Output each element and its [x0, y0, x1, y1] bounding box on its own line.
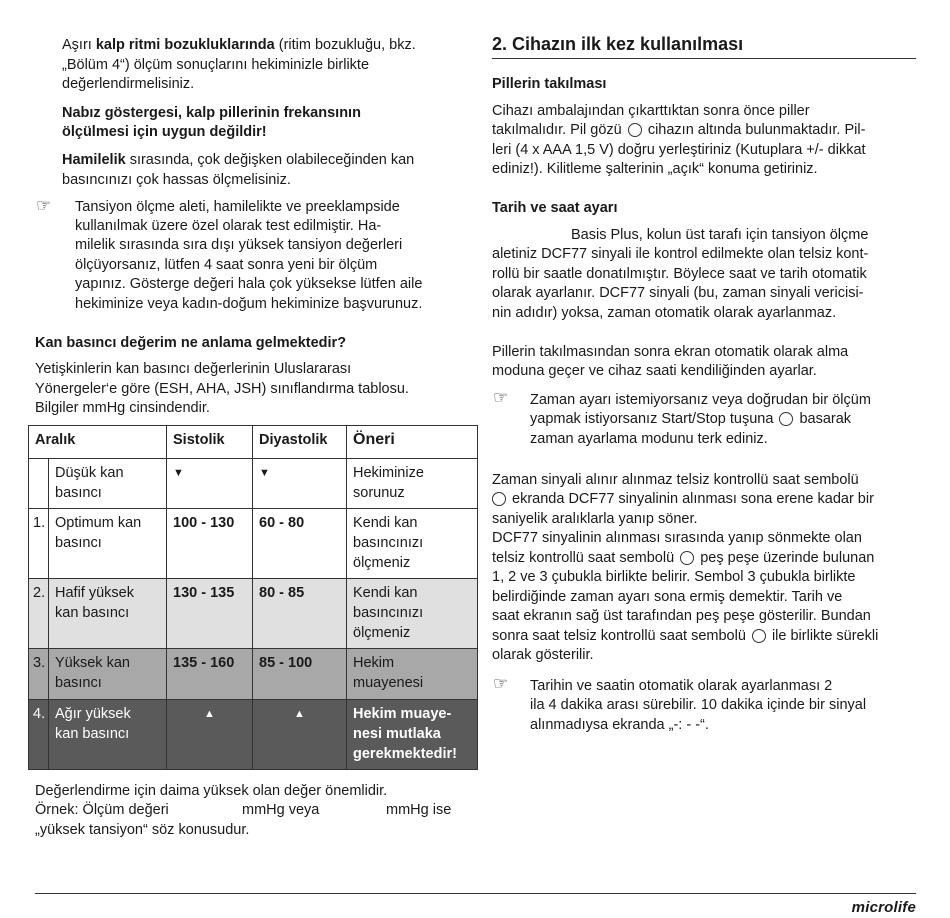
intro-line: Yetişkinlerin kan basıncı değerlerinin Uluslararası — [35, 361, 352, 377]
row-advice: Kendi kan basıncınızı ölçmeniz — [347, 579, 478, 649]
chapter-title: 2. Cihazın ilk kez kullanılması — [492, 34, 744, 54]
subheading-date-time: Tarih ve saat ayarı — [492, 200, 618, 216]
body-line: leri (4 x AAA 1,5 V) doğru yerleştiriniz (Kutuplara +/- dikkat — [492, 142, 866, 158]
row-number: 3. — [29, 649, 49, 700]
note-line: milelik sırasında sıra dışı yüksek tansiyon değerleri — [75, 237, 403, 253]
body-line: rollü bir saatle donatılmıştır. Böylece saat ve tarih otomatik — [492, 266, 867, 282]
after-line: mmHg veya — [242, 802, 320, 818]
after-line: Örnek: Ölçüm değeri — [35, 802, 169, 818]
body-line: ekranda DCF77 sinyalinin alınması sona erene kadar bir — [492, 489, 874, 509]
body-line: takılmalıdır. Pil gözü cihazın altında bulunmaktadır. Pil- — [492, 122, 866, 138]
after-line: mmHg ise — [386, 802, 452, 818]
note-line: zaman ayarlama modunu terk ediniz. — [530, 431, 768, 447]
pregnancy-line2: basıncınızı çok hassas ölçmelisiniz. — [62, 172, 291, 188]
header-advice: Öneri — [347, 426, 478, 459]
row-label: Hafif yüksek kan basıncı — [49, 579, 167, 649]
body-line: olarak ayarlanır. DCF77 sinyali (bu, zaman sinyali vericisi- — [492, 285, 864, 301]
body-line: Zaman sinyali alınır alınmaz telsiz kontrollü saat sembolü — [492, 472, 859, 488]
intro-line: Yönergeler‘e göre (ESH, AHA, JSH) sınıflandırma tablosu. — [35, 381, 409, 397]
body-line: sonra saat telsiz kontrollü saat sembolü ile birlikte sürekli — [492, 628, 879, 644]
table-header-row — [29, 426, 478, 459]
row-number: 2. — [29, 579, 49, 649]
note-line: ölçüyorsanız, lütfen 4 saat sonra yeni bir ölçüm — [75, 257, 378, 273]
body-line: DCF77 sinyalinin alınması sırasında yanıp sönmekte olan — [492, 530, 862, 546]
body-line: 1, 2 ve 3 çubukla birlikte belirir. Sembol 3 çubukla birlikte — [492, 569, 856, 585]
pointing-hand-icon: ☞ — [493, 674, 509, 693]
note-line: ila 4 dakika arası sürebilir. 10 dakika içinde bir sinyal — [530, 697, 867, 713]
paragraph-arrhythmia-line2: „Bölüm 4“) ölçüm sonuçlarını hekiminizle birlikte — [62, 57, 370, 73]
arrhythmia-bold: kalp ritmi bozukluklarında — [95, 37, 275, 53]
row-advice: Hekim muayenesi — [347, 649, 478, 700]
pointing-hand-icon: ☞ — [36, 196, 52, 215]
header-diastolic: Diyastolik — [253, 426, 347, 459]
header-systolic: Sistolik — [167, 426, 253, 459]
body-line: saniyelik aralıklarla yanıp söner. — [492, 511, 698, 527]
note-line: alınmadıysa ekranda „-: - -“. — [530, 717, 709, 733]
up-arrow-icon: ▲ — [253, 700, 347, 770]
row-systolic: 135 - 160 — [167, 649, 253, 700]
paragraph-arrhythmia: Aşırı kalp ritmi bozukluklarında (ritim bozukluğu, bkz. — [62, 37, 416, 53]
pacemaker-warning-line2: ölçülmesi için uygun değildir! — [62, 124, 267, 140]
table-row — [29, 649, 478, 700]
table-row — [29, 459, 478, 509]
table-row — [29, 700, 478, 770]
row-advice: Kendi kan basıncınızı ölçmeniz — [347, 509, 478, 579]
after-line: Değerlendirme için daima yüksek olan değer önemlidir. — [35, 783, 388, 799]
row-label: Optimum kan basıncı — [49, 509, 167, 579]
pregnancy-line1: Hamilelik sırasında, çok değişken olabileceğinden kan — [62, 152, 415, 168]
row-systolic: 100 - 130 — [167, 509, 253, 579]
circle-symbol-icon — [492, 492, 506, 506]
row-label: Ağır yüksek kan basıncı — [49, 700, 167, 770]
body-line: aletiniz DCF77 sinyali ile kontrol edilmekte olan telsiz kont- — [492, 246, 869, 262]
row-number: 1. — [29, 509, 49, 579]
subheading-batteries: Pillerin takılması — [492, 76, 607, 92]
row-number — [29, 459, 49, 509]
body-line: moduna geçer ve cihaz saati kendiliğinden ayarlar. — [492, 363, 817, 379]
body-line: Pillerin takılmasından sonra ekran otomatik olarak alma — [492, 344, 849, 360]
row-diastolic: 80 - 85 — [253, 579, 347, 649]
circle-symbol-icon — [779, 412, 793, 426]
row-diastolic: 85 - 100 — [253, 649, 347, 700]
down-arrow-icon: ▼ — [253, 459, 347, 509]
body-line: ediniz!). Kilitleme şalterinin „açık“ konuma getiriniz. — [492, 161, 818, 177]
paragraph-arrhythmia-line3: değerlendirmelisiniz. — [62, 76, 195, 92]
body-line: belirdiğinde zaman ayarı sona ermiş demektir. Tarih ve — [492, 589, 843, 605]
body-line: Cihazı ambalajından çıkarttıktan sonra önce piller — [492, 103, 810, 119]
up-arrow-icon: ▲ — [167, 700, 253, 770]
pacemaker-warning-line1: Nabız göstergesi, kalp pillerinin frekansının — [62, 105, 361, 121]
brand-logo: microlife — [851, 899, 916, 916]
row-number: 4. — [29, 700, 49, 770]
down-arrow-icon: ▼ — [167, 459, 253, 509]
body-line: nin adıdır) yoksa, zaman otomatik olarak ayarlanmaz. — [492, 305, 837, 321]
circle-symbol-icon — [680, 551, 694, 565]
note-line: yapınız. Gösterge değeri hala çok yüksekse lütfen aile — [75, 276, 423, 292]
note-line: Tansiyon ölçme aleti, hamilelikte ve preeklampside — [75, 199, 400, 215]
note-line: kullanılmak üzere özel olarak test edilmiştir. Ha- — [75, 218, 382, 234]
intro-line: Bilgiler mmHg cinsindendir. — [35, 400, 210, 416]
body-line: saat ekranın sağ üst tarafından peş peşe gösterilir. Bundan — [492, 608, 871, 624]
body-line: telsiz kontrollü saat sembolü peş peşe üzerinde bulunan — [492, 550, 875, 566]
row-advice: Hekiminize sorunuz — [347, 459, 478, 509]
body-line: Basis Plus, kolun üst tarafı için tansiyon ölçme — [571, 227, 869, 243]
table-row — [29, 509, 478, 579]
row-diastolic: 60 - 80 — [253, 509, 347, 579]
circle-symbol-icon — [752, 629, 766, 643]
title-divider — [492, 58, 916, 59]
pointing-hand-icon: ☞ — [493, 388, 509, 407]
row-systolic: 130 - 135 — [167, 579, 253, 649]
footer-divider — [35, 893, 916, 894]
after-line: „yüksek tansiyon“ söz konusudur. — [35, 822, 250, 838]
row-advice: Hekim muaye- nesi mutlaka gerekmektedir! — [347, 700, 478, 770]
header-range: Aralık — [29, 426, 167, 459]
note-line: yapmak istiyorsanız Start/Stop tuşuna basarak — [530, 411, 852, 427]
note-line: Zaman ayarı istemiyorsanız veya doğrudan bir ölçüm — [530, 392, 871, 408]
blood-pressure-table — [28, 425, 478, 770]
note-line: hekiminize veya kadın-doğum hekiminize başvurunuz. — [75, 296, 423, 312]
section-heading: Kan basıncı değerim ne anlama gelmektedir? — [35, 335, 347, 351]
body-line: olarak gösterilir. — [492, 647, 594, 663]
note-line: Tarihin ve saatin otomatik olarak ayarlanması 2 — [530, 678, 833, 694]
circle-symbol-icon — [628, 123, 642, 137]
row-label: Düşük kan basıncı — [49, 459, 167, 509]
row-label: Yüksek kan basıncı — [49, 649, 167, 700]
table-row — [29, 579, 478, 649]
